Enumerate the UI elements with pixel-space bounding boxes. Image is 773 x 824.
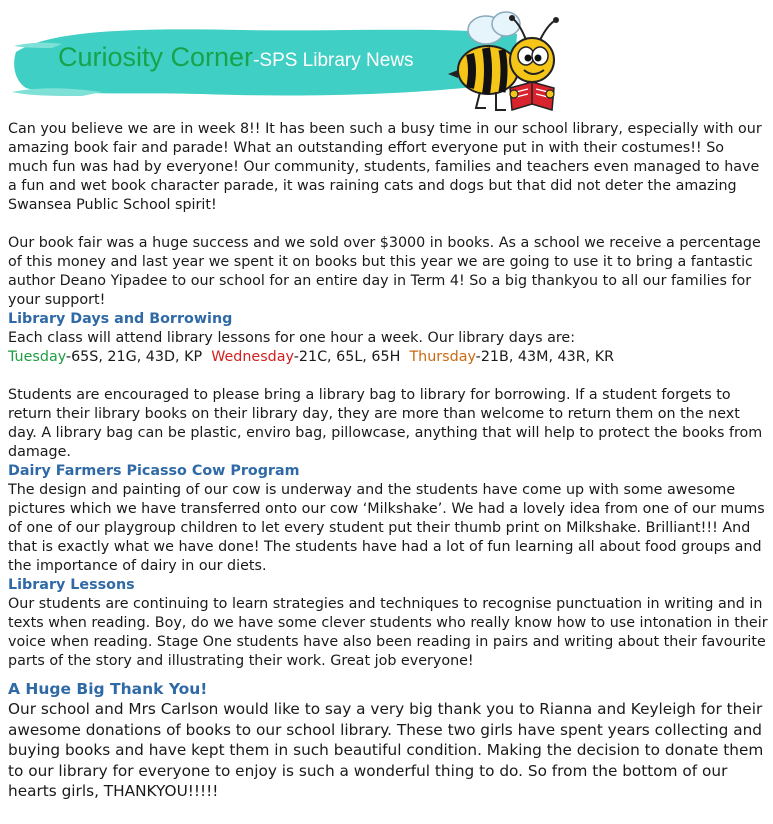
library-days-heading: Library Days and Borrowing [8,311,233,327]
picasso-cow-heading: Dairy Farmers Picasso Cow Program [8,463,300,479]
thursday-classes: -21B, 43M, 43R, KR [475,349,615,365]
intro-paragraph-2: Our book fair was a huge success and we sold over $3000 in books. As a school we receive a percentage of this money and last year we spent it on books but this year we are going to use it to bring a fantastic author Deano Yipadee to our school for an entire day in Term 4! So a big thankyou to all our families for your support! [8,235,761,308]
newsletter-body [8,120,768,802]
wednesday-label: Wednesday [211,349,294,365]
library-days-schedule [8,348,768,367]
library-lessons-paragraph: Our students are continuing to learn strategies and techniques to recognise punctuation in writing and in texts when reading. Boy, do we have some clever students who really know how to use intonation in their voice when reading. Stage One students have also been reading in pairs and writing about their favourite parts of the story and illustrating their work. Great job everyone! [8,596,768,669]
picasso-cow-paragraph: The design and painting of our cow is underway and the students have come up with some awesome pictures which we have transferred onto our cow ‘Milkshake’. We had a lovely idea from one of our mums of one of our playgroup children to let every student put their thumb print on Milkshake. Brilliant!!! And that is exactly what we have done! The students have had a lot of fun learning all about food groups and the importance of dairy in our diets. [8,482,765,574]
thursday-label: Thursday [409,349,476,365]
banner-title [58,42,414,73]
thank-you-heading: A Huge Big Thank You! [8,680,208,698]
banner-title-main: Curiosity Corner [58,42,254,72]
tuesday-label: Tuesday [8,349,66,365]
tuesday-classes: -65S, 21G, 43D, KP [65,349,203,365]
library-bag-paragraph: Students are encouraged to please bring a library bag to library for borrowing. If a student forgets to return their library books on their library day, they are more than welcome to return them on the next day. A library bag can be plastic, enviro bag, pillowcase, anything that will help to protect the books from damage. [8,387,763,460]
newsletter-banner [0,0,773,118]
intro-paragraph-1: Can you believe we are in week 8!! It has been such a busy time in our school library, especially with our amazing book fair and parade! What an outstanding effort everyone put in with their costumes!! So much fun was had by everyone! Our community, students, families and teachers even managed to have a fun and wet book character parade, it was raining cats and dogs but that did not deter the amazing Swansea Public School spirit! [8,121,762,213]
thank-you-paragraph: Our school and Mrs Carlson would like to say a very big thank you to Rianna and Keyleigh for their awesome donations of books to our school library. These two girls have spent years collecting and buying books and have kept them in such beautiful condition. Making the decision to donate them to our library for everyone to enjoy is such a wonderful thing to do. So from the bottom of our hearts girls, THANKYOU!!!!! [8,700,764,800]
library-days-intro: Each class will attend library lessons for one hour a week. Our library days are: [8,330,576,346]
wednesday-classes: -21C, 65L, 65H [293,349,401,365]
library-lessons-heading: Library Lessons [8,577,135,593]
banner-title-sub: -SPS Library News [253,50,414,71]
bee-reading-book-icon [440,8,568,120]
